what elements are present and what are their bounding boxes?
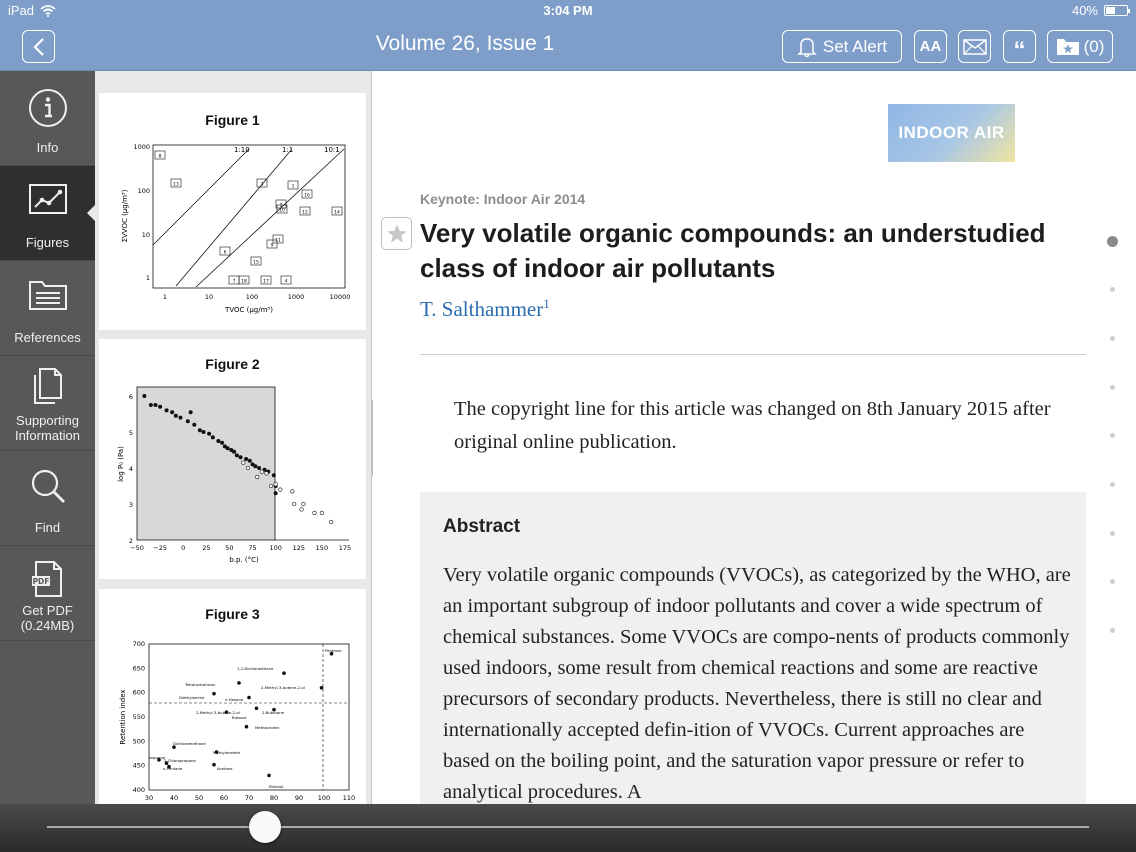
x-tick-label: 110 xyxy=(342,794,356,802)
status-bar xyxy=(0,0,1136,22)
article-view[interactable] xyxy=(373,71,1136,804)
compound-label: Dichloromethane xyxy=(173,741,206,746)
compound-label: Methacrolein xyxy=(255,725,280,730)
data-point xyxy=(232,450,236,454)
figure-1-thumbnail[interactable] xyxy=(99,93,366,330)
data-point xyxy=(226,446,230,450)
x-tick-label: 40 xyxy=(169,794,179,802)
compound-label: Isoprene xyxy=(149,755,166,760)
data-point xyxy=(220,441,224,445)
issue-title: Volume 26, Issue 1 xyxy=(375,32,555,55)
sidebar-item-supporting-information[interactable] xyxy=(0,356,95,451)
figures-panel[interactable] xyxy=(95,71,372,804)
compound-label: n-Hexane xyxy=(225,697,244,702)
abstract-text: Very volatile organic compounds (VVOCs), as categorized by the WHO, are an important subgroup of indoor pollutants and cover a wide spectrum of chemical substances. Some VVOCs are compo-nents of products commonly used indoors, some result from chemical reactions and some are reactive precursors of secondary products. Nevertheless, there is still no clear and internationally accepted defin-ition of VVOCs. Current approaches are based on the boiling point, and the saturation vapor pressure or refer to analytical procedures. A xyxy=(443,564,1071,803)
compound-label: Ethanol xyxy=(269,784,284,789)
y-tick-label: 3 xyxy=(128,501,133,509)
compound-label: 2-Chloropropane xyxy=(164,758,196,763)
battery-percent: 40% xyxy=(1071,3,1098,18)
study-label: 15 xyxy=(253,260,259,266)
page-dot[interactable] xyxy=(1110,336,1115,341)
journal-logo: INDOOR AIR xyxy=(888,104,1015,162)
data-point xyxy=(142,394,146,398)
study-label: 13 xyxy=(173,182,179,188)
data-point xyxy=(237,681,241,685)
compound-label: Acetone xyxy=(217,766,233,771)
sidebar-item-get-pdf[interactable] xyxy=(0,546,95,641)
data-point xyxy=(212,763,216,767)
saved-articles-button[interactable] xyxy=(1047,30,1113,63)
data-point xyxy=(202,430,206,434)
data-point-open xyxy=(320,511,324,515)
scrubber-track[interactable] xyxy=(47,826,1089,828)
data-point xyxy=(186,419,190,423)
compound-label: 2-Butanone xyxy=(262,710,284,715)
x-tick-label: 25 xyxy=(202,544,211,552)
x-tick-label: 80 xyxy=(269,794,279,802)
data-point xyxy=(207,432,211,436)
data-point-open xyxy=(265,472,269,476)
data-point xyxy=(282,671,286,675)
documents-icon xyxy=(27,366,69,406)
data-point xyxy=(149,403,153,407)
page-dot[interactable] xyxy=(1110,287,1115,292)
study-label: 9 xyxy=(270,243,274,249)
ratio-line-label: 1:10 xyxy=(234,146,250,154)
copyright-note: The copyright line for this article was changed on 8th January 2015 after original online publication. xyxy=(454,398,1051,453)
data-point xyxy=(320,686,324,690)
study-label: 7 xyxy=(232,279,236,285)
study-label: 18 xyxy=(241,279,247,285)
sidebar-item-figures[interactable] xyxy=(0,166,95,261)
x-tick-label: −25 xyxy=(153,544,167,552)
y-tick-label: 10 xyxy=(141,231,150,239)
study-label: 3 xyxy=(260,182,264,188)
data-point-open xyxy=(313,511,317,515)
study-label: 2 xyxy=(279,203,283,209)
x-axis-label: TVOC (µg/m³) xyxy=(225,306,273,314)
data-point xyxy=(239,455,243,459)
data-point xyxy=(192,423,196,427)
battery-icon xyxy=(1104,5,1128,16)
data-point xyxy=(211,435,215,439)
page-dot-active[interactable] xyxy=(1107,236,1118,247)
study-label: 1 xyxy=(291,184,295,190)
compound-label: Methylacetate xyxy=(213,750,241,755)
y-tick-label: 400 xyxy=(132,786,145,794)
x-tick-label: 75 xyxy=(248,544,257,552)
compound-label: n-Pentane xyxy=(163,766,183,771)
sidebar-item-references[interactable] xyxy=(0,261,95,356)
data-point xyxy=(248,459,252,463)
compound-label: 2-Methyl-3-butene-2-ol xyxy=(196,710,240,715)
figure-2-chart xyxy=(99,339,366,579)
page-dot[interactable] xyxy=(1110,628,1115,633)
data-point xyxy=(178,416,182,420)
data-point-open xyxy=(246,466,250,470)
compound-label: 1,2-Dichloroethane xyxy=(237,666,274,671)
y-tick-label: 700 xyxy=(132,640,145,648)
y-tick-label: 550 xyxy=(132,713,145,721)
page-dot[interactable] xyxy=(1110,579,1115,584)
study-label: 8 xyxy=(158,154,162,160)
data-point xyxy=(274,491,278,495)
compound-label: Butanal xyxy=(232,715,247,720)
article-title: Very volatile organic compounds: an understudied class of indoor air pollutants xyxy=(420,218,1046,283)
text-size-button[interactable] xyxy=(914,30,947,63)
svg-text:PDF: PDF xyxy=(32,577,49,586)
x-tick-label: 150 xyxy=(315,544,329,552)
figures-chart-icon xyxy=(27,182,69,216)
page-dot[interactable] xyxy=(1110,531,1115,536)
y-tick-label: 500 xyxy=(132,737,145,746)
y-axis-label: ΣVVOC (µg/m³) xyxy=(121,189,129,243)
y-tick-label: 1000 xyxy=(133,143,150,151)
data-point xyxy=(235,453,239,457)
data-point xyxy=(255,706,259,710)
text-size-label: AA xyxy=(919,38,942,55)
data-point xyxy=(267,774,271,778)
data-point xyxy=(170,410,174,414)
y-tick-label: 5 xyxy=(128,429,133,437)
page-scrubber-bar xyxy=(0,804,1136,852)
data-point-open xyxy=(242,461,246,465)
figure-title: Figure 2 xyxy=(205,356,260,372)
ratio-line-label: 1:1 xyxy=(282,146,294,154)
x-tick-label: −50 xyxy=(130,544,144,552)
x-tick-label: 100 xyxy=(269,544,282,552)
bell-icon xyxy=(797,36,817,58)
data-point-open xyxy=(300,508,304,512)
figure-2-thumbnail[interactable] xyxy=(99,339,366,579)
sidebar-item-label: Find xyxy=(34,520,61,535)
figure-title: Figure 3 xyxy=(205,606,260,622)
folder-star-icon xyxy=(1056,37,1080,57)
sidebar-item-find[interactable] xyxy=(0,451,95,546)
data-point xyxy=(257,466,261,470)
x-tick-label: 10 xyxy=(204,293,214,301)
x-tick-label: 10000 xyxy=(329,293,351,301)
sidebar-item-info[interactable] xyxy=(0,71,95,166)
nav-bar xyxy=(0,22,1136,71)
study-label: 6 xyxy=(223,250,227,256)
info-icon xyxy=(27,87,69,129)
author-link[interactable] xyxy=(420,296,550,322)
sidebar-item-label: Info xyxy=(36,140,59,155)
x-tick-label: 100 xyxy=(245,293,259,301)
pdf-icon xyxy=(27,560,69,598)
y-axis-label: Retention index xyxy=(119,689,127,745)
data-point-open xyxy=(255,475,259,479)
figure-3-chart xyxy=(99,589,366,804)
compound-label: Pentanal xyxy=(325,648,342,653)
x-tick-label: 70 xyxy=(244,794,254,802)
star-icon xyxy=(386,223,408,245)
quote-icon: “ xyxy=(1013,36,1026,64)
envelope-icon xyxy=(963,39,987,55)
y-tick-label: 450 xyxy=(132,761,145,770)
page-dot[interactable] xyxy=(1110,433,1115,438)
sidebar-item-label: Supporting Information xyxy=(14,413,81,443)
author-affiliation-marker: 1 xyxy=(543,296,550,311)
x-tick-label: 30 xyxy=(144,794,154,802)
study-label: 10 xyxy=(279,208,285,214)
data-point xyxy=(272,473,276,477)
figure-1-chart xyxy=(99,93,366,330)
sidebar xyxy=(0,71,95,804)
page-dot[interactable] xyxy=(1110,385,1115,390)
y-tick-label: 6 xyxy=(128,393,133,401)
x-tick-label: 1000 xyxy=(287,293,305,301)
saved-count: (0) xyxy=(1083,36,1105,56)
page-dot[interactable] xyxy=(1110,482,1115,487)
data-point-open xyxy=(329,520,333,524)
divider xyxy=(420,354,1086,355)
compound-label: Tetrahydrofuran xyxy=(185,682,216,687)
figure-3-thumbnail[interactable] xyxy=(99,589,366,804)
abstract-section xyxy=(420,492,1086,804)
y-tick-label: 1 xyxy=(145,274,150,282)
cite-button[interactable] xyxy=(1003,30,1036,63)
data-point xyxy=(158,405,162,409)
data-point-open xyxy=(269,484,273,488)
y-tick-label: 100 xyxy=(137,187,150,195)
x-tick-label: 90 xyxy=(294,794,304,802)
x-tick-label: 125 xyxy=(292,544,305,552)
study-label: 11 xyxy=(275,238,281,244)
data-point xyxy=(247,696,251,700)
scrubber-knob[interactable] xyxy=(249,811,281,843)
set-alert-button[interactable] xyxy=(782,30,902,63)
references-folder-icon xyxy=(27,277,69,313)
ratio-line-label: 10:1 xyxy=(324,146,340,154)
sidebar-item-label: References xyxy=(14,330,81,345)
abstract-heading: Abstract xyxy=(443,516,521,537)
y-tick-label: 650 xyxy=(132,664,145,673)
data-point xyxy=(189,410,193,414)
data-point-open xyxy=(302,502,306,506)
sidebar-item-label: Figures xyxy=(25,235,70,250)
study-label: 12 xyxy=(302,210,308,216)
y-tick-label: 600 xyxy=(132,688,145,697)
data-point xyxy=(253,464,257,468)
x-tick-label: 60 xyxy=(219,794,229,802)
data-point xyxy=(244,457,248,461)
data-point-open xyxy=(292,502,296,506)
x-axis-label: b.p. (°C) xyxy=(229,556,259,564)
x-tick-label: 1 xyxy=(162,293,168,301)
sidebar-item-label: Get PDF (0.24MB) xyxy=(20,603,75,633)
data-point xyxy=(198,428,202,432)
data-point xyxy=(153,403,157,407)
data-point-open xyxy=(260,470,264,474)
favorite-button[interactable] xyxy=(381,217,412,250)
compound-label: Diethylamine xyxy=(179,695,205,700)
data-point xyxy=(165,408,169,412)
x-tick-label: 50 xyxy=(194,794,204,802)
study-label: 16 xyxy=(304,193,310,199)
x-tick-label: 50 xyxy=(225,544,234,552)
data-point xyxy=(245,725,249,729)
data-point xyxy=(216,439,220,443)
data-point-open xyxy=(278,488,282,492)
email-button[interactable] xyxy=(958,30,991,63)
data-point-open xyxy=(274,482,278,486)
data-point xyxy=(174,414,178,418)
clock: 3:04 PM xyxy=(543,3,593,18)
device-label: iPad xyxy=(8,3,35,18)
x-tick-label: 175 xyxy=(338,544,352,552)
set-alert-label: Set Alert xyxy=(822,36,888,56)
x-tick-label: 100 xyxy=(317,794,331,802)
y-tick-label: 2 xyxy=(128,537,133,545)
article-kicker: Keynote: Indoor Air 2014 xyxy=(420,191,586,207)
data-point-open xyxy=(291,490,295,494)
study-label: 14 xyxy=(334,210,340,216)
study-label: 17 xyxy=(263,279,269,285)
search-icon xyxy=(27,467,69,507)
compound-label: 2-Methyl-3-butene-2-ol xyxy=(261,685,305,690)
study-label: 4 xyxy=(284,279,288,285)
figure-title: Figure 1 xyxy=(205,112,260,128)
x-tick-label: 0 xyxy=(181,544,186,552)
data-point xyxy=(212,692,216,696)
y-axis-label: log P₀ (Pa) xyxy=(117,446,125,482)
y-tick-label: 4 xyxy=(128,465,133,473)
author-name: T. Salthammer xyxy=(420,297,544,321)
